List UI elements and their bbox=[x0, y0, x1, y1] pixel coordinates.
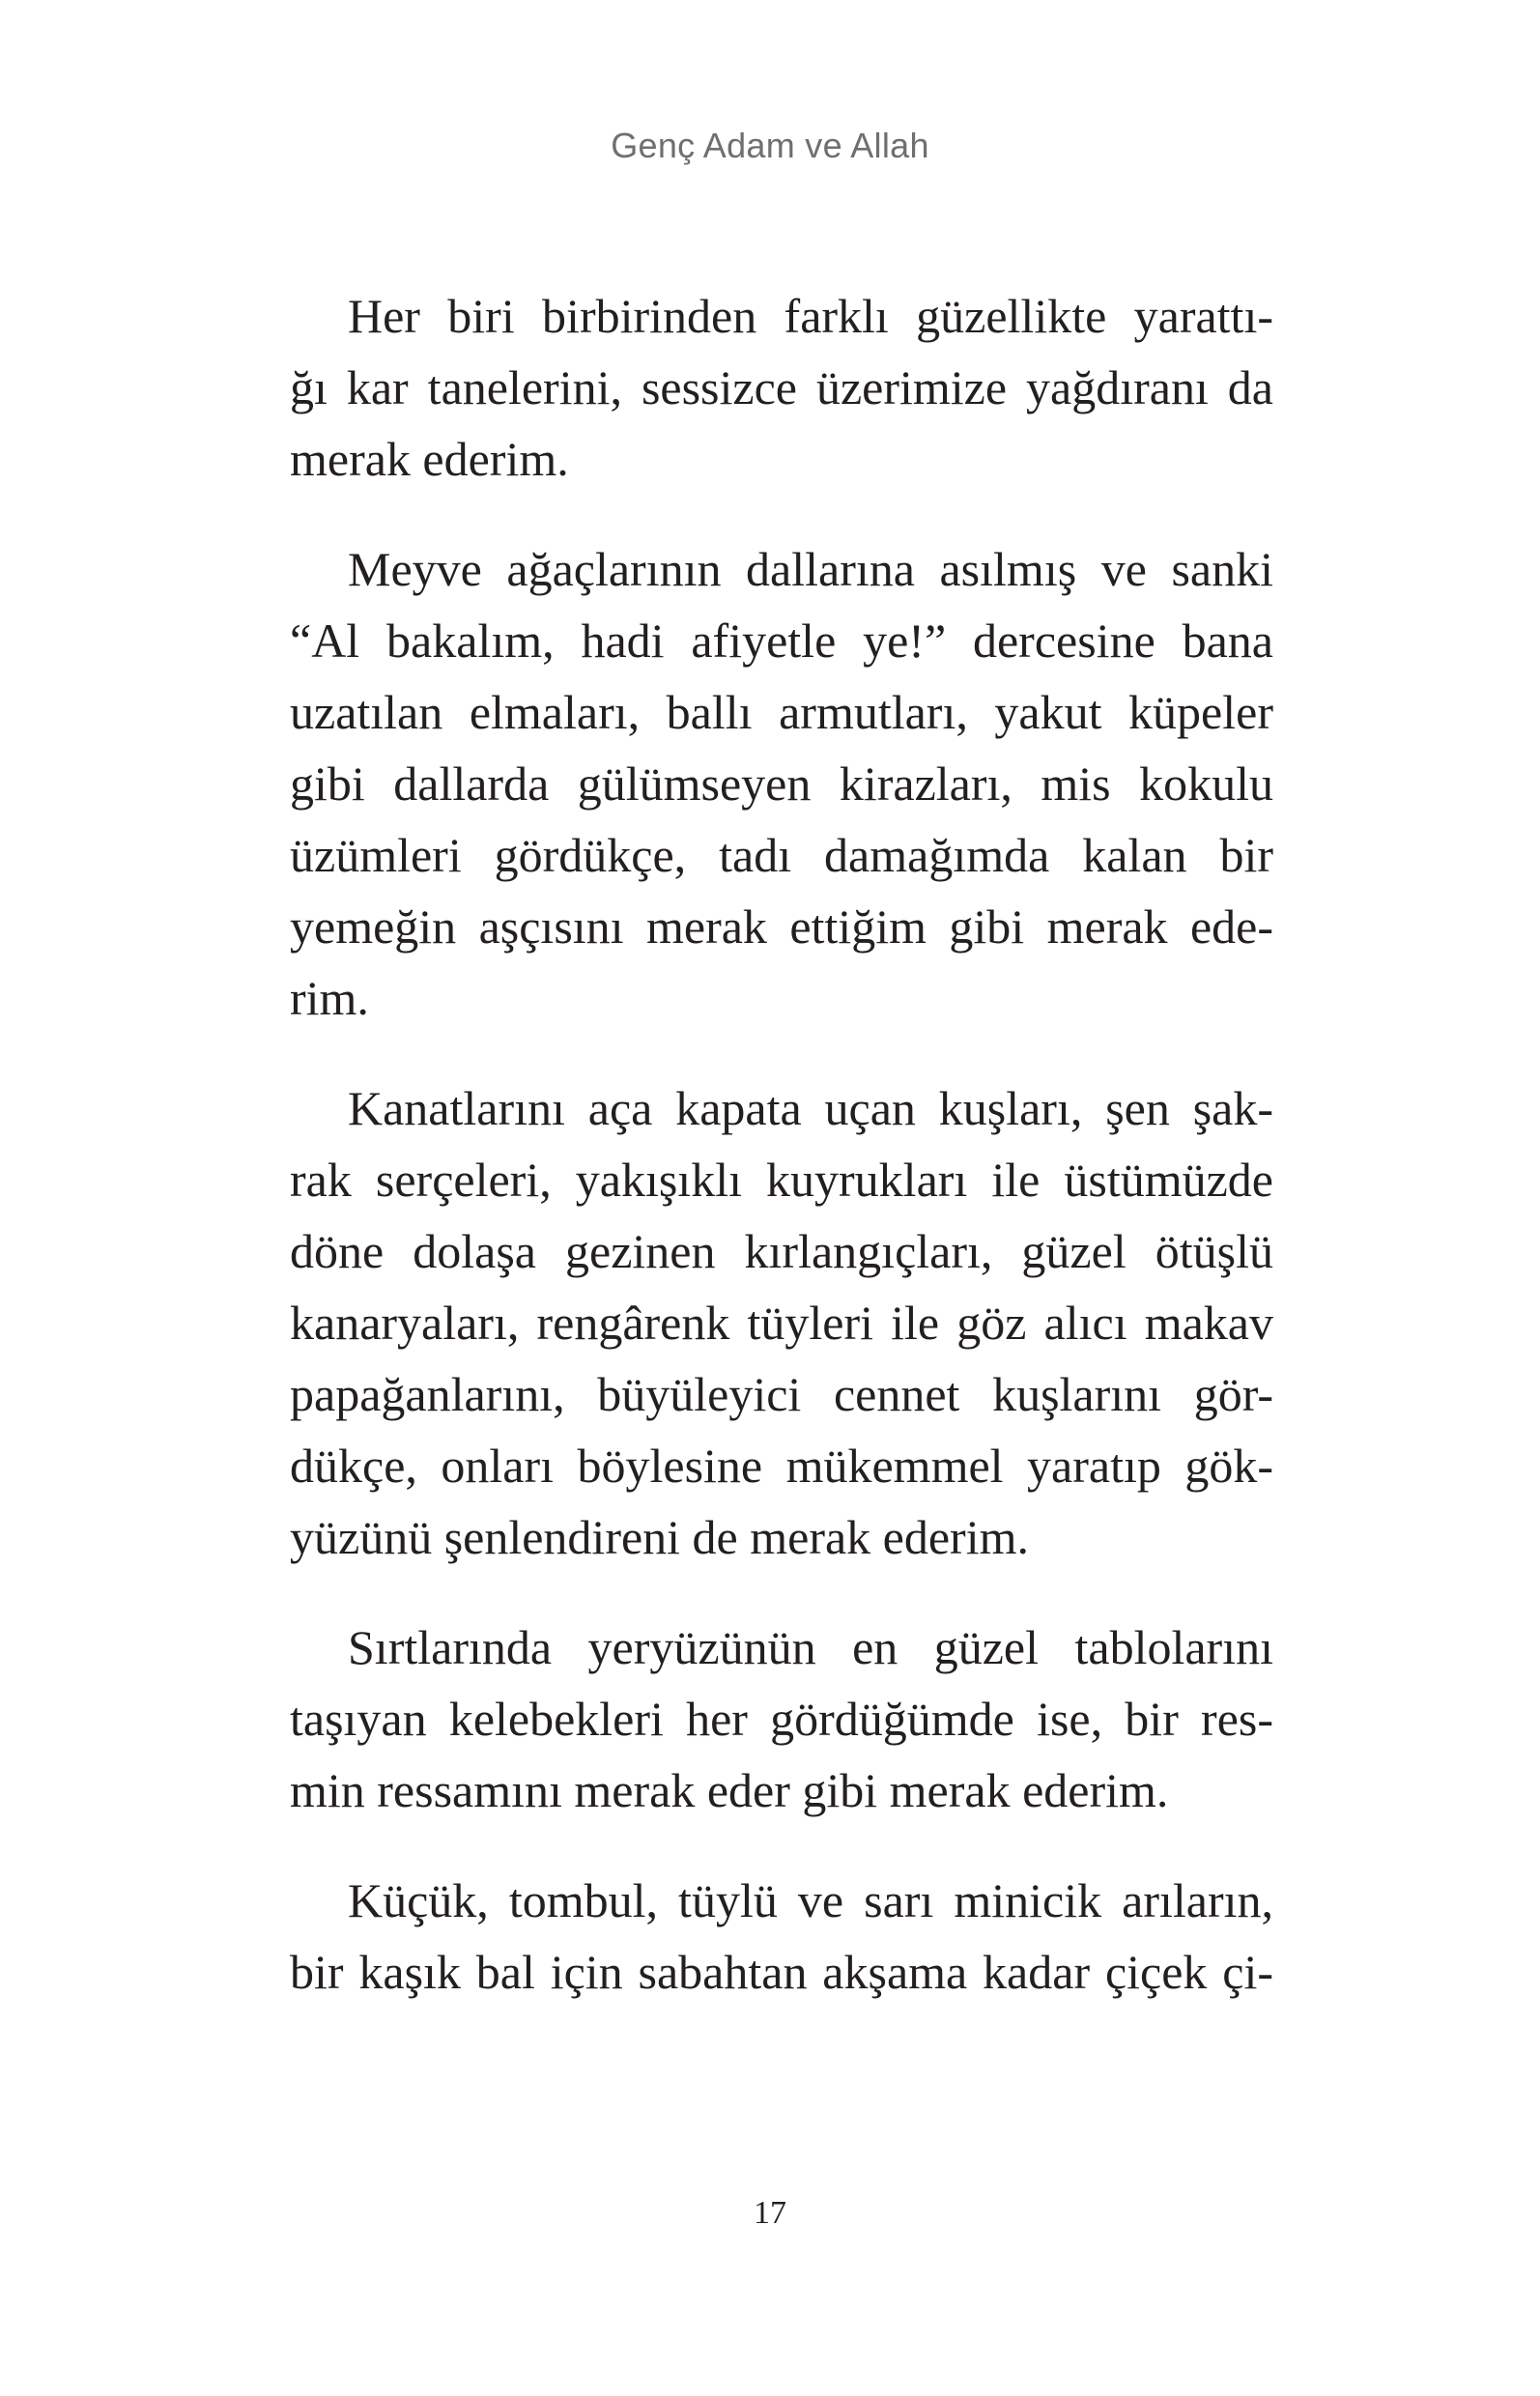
text-line: “Al bakalım, hadi afiyetle ye!” dercesine bana bbox=[290, 613, 1273, 668]
text-line: yüzünü şenlendireni de merak ederim. bbox=[290, 1510, 1029, 1564]
text-line: Kanatlarını aça kapata uçan kuşları, şen şak- bbox=[348, 1081, 1273, 1135]
text-line: bir kaşık bal için sabahtan akşama kadar çiçek çi- bbox=[290, 1945, 1273, 1999]
text-line: ğı kar tanelerini, sessizce üzerimize yağdıranı da bbox=[290, 360, 1273, 414]
text-line: dükçe, onları böylesine mükemmel yaratıp gök- bbox=[290, 1439, 1273, 1493]
paragraph-1 bbox=[290, 280, 1273, 495]
paragraph-2 bbox=[290, 533, 1273, 1034]
text-line: merak ederim. bbox=[290, 432, 569, 486]
text-line: kanaryaları, rengârenk tüyleri ile göz alıcı makav bbox=[290, 1296, 1273, 1350]
text-line: yemeğin aşçısını merak ettiğim gibi merak ede- bbox=[290, 899, 1273, 954]
text-line: Küçük, tombul, tüylü ve sarı minicik arıların, bbox=[348, 1873, 1273, 1927]
paragraph-3 bbox=[290, 1072, 1273, 1573]
paragraph-5 bbox=[290, 1865, 1273, 2008]
text-line: uzatılan elmaları, ballı armutları, yakut küpeler bbox=[290, 685, 1273, 739]
text-line: Her biri birbirinden farklı güzellikte yarattı- bbox=[348, 289, 1273, 343]
text-line: papağanlarını, büyüleyici cennet kuşlarını gör- bbox=[290, 1367, 1273, 1421]
running-header: Genç Adam ve Allah bbox=[611, 126, 929, 165]
text-line: min ressamını merak eder gibi merak ederim. bbox=[290, 1763, 1169, 1817]
text-line: üzümleri gördükçe, tadı damağımda kalan bir bbox=[290, 828, 1273, 882]
text-line: Meyve ağaçlarının dallarına asılmış ve sanki bbox=[348, 542, 1273, 596]
body-text bbox=[290, 280, 1273, 2046]
text-line: rim. bbox=[290, 971, 369, 1025]
text-line: döne dolaşa gezinen kırlangıçları, güzel ötüşlü bbox=[290, 1224, 1273, 1278]
paragraph-4 bbox=[290, 1612, 1273, 1826]
text-line: taşıyan kelebekleri her gördüğümde ise, bir res- bbox=[290, 1692, 1273, 1746]
text-line: gibi dallarda gülümseyen kirazları, mis kokulu bbox=[290, 756, 1273, 811]
text-line: rak serçeleri, yakışıklı kuyrukları ile üstümüzde bbox=[290, 1153, 1273, 1207]
page-number: 17 bbox=[754, 2195, 786, 2231]
text-line: Sırtlarında yeryüzünün en güzel tablolarını bbox=[348, 1620, 1273, 1674]
